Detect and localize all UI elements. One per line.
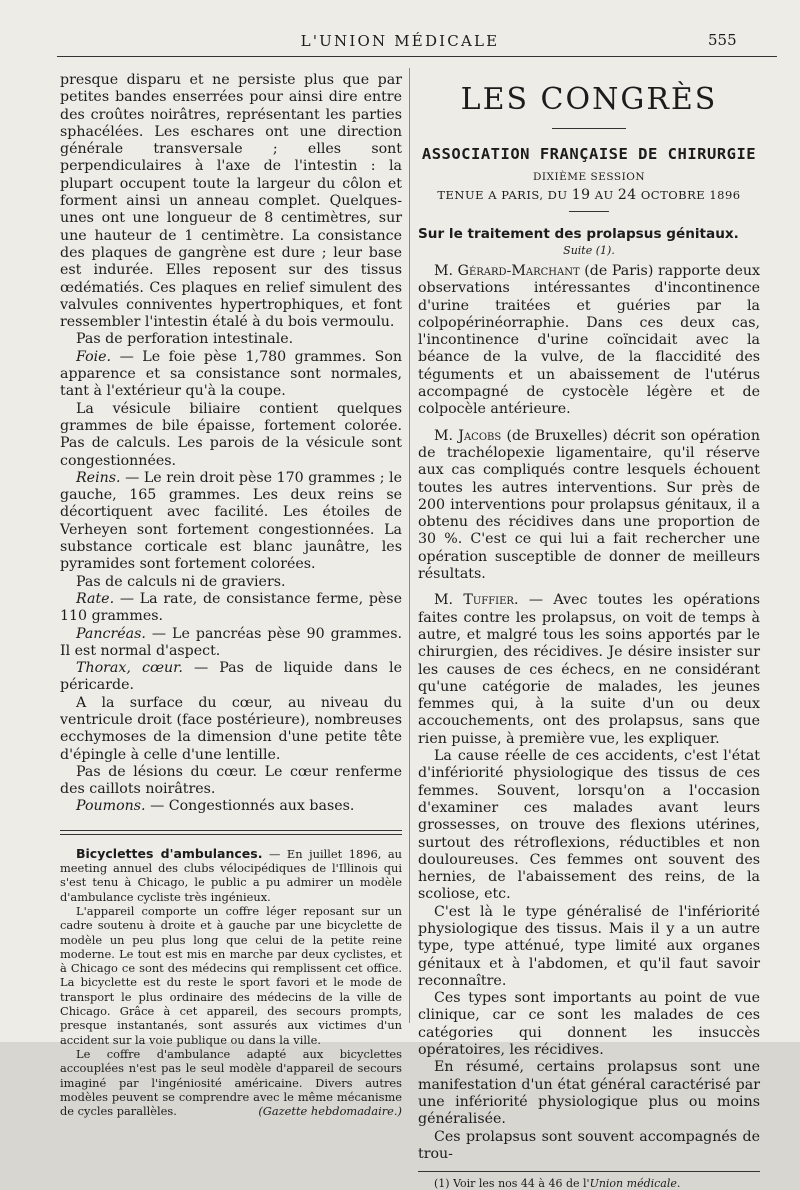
paragraph-thorax: [60, 660, 402, 695]
label-thorax: Thorax, cœur.: [76, 660, 183, 677]
article-title: Sur le traitement des prolapsus génitaux.: [418, 226, 739, 242]
label-poumons: Poumons.: [76, 798, 146, 815]
bicycle-paragraph-coffre: Le coffre d'ambulance adapté aux bicyclettes accouplées n'est pas le seul modèle d'appareil de secours imaginé par l'ingéniosité américaine. Divers autres modèles peuvent se comprendre avec le même mécanisme de cycles parallèles.: [60, 1046, 402, 1119]
text-thorax: — Pas de liquide dans le péricarde.: [60, 660, 402, 694]
paragraph-calculs: Pas de calculs ni de graviers.: [76, 573, 286, 590]
paragraph-trou: Ces prolapsus sont souvent accompagnés de trou-: [418, 1128, 760, 1162]
speaker-tuffier: M. Tuffier.: [434, 592, 519, 609]
tenue-day-start: 19: [571, 187, 591, 203]
section-heading: LES CONGRÈS: [460, 82, 718, 117]
article-continued: Suite (1).: [563, 244, 615, 257]
session-rule: [569, 211, 609, 212]
text-reins: — Le rein droit pèse 170 grammes ; le gauche, 165 grammes. Les deux reins se décortiquent avec facilité. Les étoiles de Verheyen sont fortement congestionnées. La substance corticale est blanc jaunâtre, les pyramides sont fortement colorées.: [60, 469, 402, 573]
tenue-mid: AU: [590, 188, 618, 202]
paragraph-jacobs: [418, 428, 760, 584]
session-label: DIXIÈME SESSION: [532, 171, 646, 183]
column-divider: [409, 68, 410, 1023]
label-foie: Foie.: [76, 348, 112, 365]
paragraph-foie: [60, 349, 402, 401]
text-foie: — Le foie pèse 1,780 grammes. Son apparence et sa consistance sont normales, tant à l'extérieur qu'à la coupe.: [60, 348, 402, 400]
bicycle-source: (Gazette hebdomadaire.): [258, 1104, 402, 1119]
paragraph-type: C'est là le type généralisé de l'infériorité physiologique des tissus. Mais il y a un autre type, type atténué, type limité aux organes génitaux et à l'abdomen, et qu'il faut savoir reconnaître.: [418, 903, 760, 989]
left-column: [60, 72, 402, 1119]
footnote-suffix: .: [676, 1177, 681, 1190]
text-jacobs: (de Bruxelles) décrit son opération de trachélopexie ligamentaire, qu'il réserve aux cas compliqués contre lesquels échouent toutes les autres interventions. Sur près de 200 interventions pour prolapsus génitaux, il a obtenu des récidives dans une proportion de 30 %. C'est ce qui lui a fait rechercher une opération susceptible de donner de meilleurs résultats.: [418, 427, 760, 583]
association-title: ASSOCIATION FRANÇAISE DE CHIRURGIE: [421, 145, 757, 163]
header-rule: [57, 56, 777, 57]
paragraph-vesicule: La vésicule biliaire contient quelques grammes de bile épaisse, fortement colorée. Pas de calculs. Les parois de la vésicule sont congestionnées.: [60, 400, 402, 469]
label-pancreas: Pancréas.: [76, 625, 146, 642]
bicycle-title: Bicyclettes d'ambulances.: [76, 845, 263, 861]
paragraph-tuffier: [418, 592, 760, 748]
paragraph-gerard-marchant: [418, 263, 760, 419]
tenue-day-end: 24: [617, 187, 637, 203]
label-rate: Rate.: [76, 590, 115, 607]
text-poumons: — Congestionnés aux bases.: [145, 798, 355, 815]
text-tuffier: — Avec toutes les opérations faites contre les prolapsus, on voit de temps à autre, et malgré tous les soins apportés par le chirurgien, des récidives. Je désire insister sur les causes de ces échecs, en ne considérant qu'une catégorie de malades, les jeunes femmes qui, à la suite d'un ou deux accouchements, ont des prolapsus, sans que rien puisse, à première vue, les expliquer.: [418, 592, 760, 747]
paragraph-resume: En résumé, certains prolapsus sont une manifestation d'un état général caractérisé par une infériorité physiologique plus ou moins généralisée.: [418, 1059, 760, 1128]
congress-report: [418, 263, 760, 1163]
paragraph-rate: [60, 591, 402, 626]
right-column: [418, 72, 760, 1190]
speaker-gerard-marchant: M. Gérard-Marchant: [434, 263, 580, 279]
session-dates: [418, 187, 760, 203]
bicycle-paragraph-appareil: L'appareil comporte un coffre léger reposant sur un cadre soutenu à droite et à gauche par une bicyclette de modèle un peu plus long que celui de la petite reine moderne. Le tout est mis en marche par deux cyclistes, et à Chicago ce sont des médecins qui remplissent cet office. La bicyclette est du reste le sport favori et le mode de transport le plus ordinaire des médecins de la ville de Chicago. Grâce à cet appareil, des secours prompts, presque instantanés, sont assurés aux victimes d'un accident sur la voie publique ou dans la ville.: [60, 903, 402, 1047]
text-gerard-marchant: (de Paris) rapporte deux observations intéressantes d'incontinence d'urine traitées et guéries par la colpopérinéorraphie. Dans ces deux cas, l'incontinence d'urine coïncidait avec la béance de la vulve, de la flaccidité des téguments et un abaissement de l'utérus accompagné de cystocèle légère et de colpocèle antérieure.: [418, 263, 760, 418]
autopsy-report: [60, 72, 402, 816]
paragraph-pancreas: [60, 626, 402, 661]
bicycle-article: [60, 847, 402, 1119]
heading-rule: [552, 128, 626, 129]
bicycle-intro: [60, 847, 402, 904]
paragraph-coeur-lesions: Pas de lésions du cœur. Le cœur renferme des caillots noirâtres.: [60, 763, 402, 798]
label-reins: Reins.: [76, 469, 121, 486]
tenue-suffix: OCTOBRE 1896: [636, 188, 741, 202]
paragraph-perforation: Pas de perforation intestinale.: [76, 331, 294, 348]
paragraph-coeur-surface: A la surface du cœur, au niveau du ventricule droit (face postérieure), nombreuses ecchymoses de la dimension d'une petite tête d'épingle à celle d'une lentille.: [60, 694, 402, 763]
paragraph-eschares: presque disparu et ne persiste plus que par petites bandes enserrées pour ainsi dire entre des croûtes noirâtres, représentant les parties sphacélées. Les eschares ont une direction générale transversale ; elles sont perpendiculaires à l'axe de l'intestin : la plupart occupent toute la largeur du côlon et forment ainsi un anneau complet. Quelques-unes ont une longueur de 8 centimètres, sur une hauteur de 1 centimètre. La consistance des plaques de gangrène est dure ; leur base est indurée. Elles reposent sur des tissus œdématiés. Ces plaques en relief simulent des valvules conniventes hypertrophiques, et font ressembler l'intestin étalé à du bois vermoulu.: [60, 72, 402, 331]
footnote: [418, 1177, 760, 1190]
paragraph-reins: [60, 470, 402, 574]
bicycle-intro-text: — En juillet 1896, au meeting annuel des clubs vélocipédiques de l'Illinois qui s'est tenu à Chicago, le public a pu admirer un modèle d'ambulance cycliste très ingénieux.: [60, 846, 402, 904]
text-rate: — La rate, de consistance ferme, pèse 110 grammes.: [60, 590, 402, 625]
paragraph-cause: La cause réelle de ces accidents, c'est l'état d'infériorité physiologique des tissus de ces femmes. Souvent, lorsqu'on a l'occasion d'examiner ces malades avant leurs grossesses, on trouve des flexions utérines, surtout des rétroflexions, réductibles et non douloureuses. Ces femmes ont souvent des hernies, de l'abaissement des reins, de la scoliose, etc.: [418, 748, 760, 903]
speaker-jacobs: M. Jacobs: [434, 427, 502, 444]
section-separator: [60, 830, 402, 835]
text-pancreas: — Le pancréas pèse 90 grammes. Il est normal d'aspect.: [60, 625, 402, 659]
paragraph-types-cliniques: Ces types sont importants au point de vue clinique, car ce sont les malades de ces catégories qui donnent les insuccès opératoires, les récidives.: [418, 990, 760, 1059]
footnote-rule: [418, 1171, 760, 1172]
page-number: 555: [708, 31, 737, 49]
footnote-journal: Union médicale: [589, 1177, 677, 1190]
tenue-prefix: TENUE A PARIS, DU: [437, 188, 572, 202]
paragraph-poumons: [60, 798, 402, 815]
footnote-prefix: (1) Voir les nos 44 à 46 de l': [434, 1177, 590, 1190]
running-head: L'UNION MÉDICALE: [300, 32, 500, 50]
